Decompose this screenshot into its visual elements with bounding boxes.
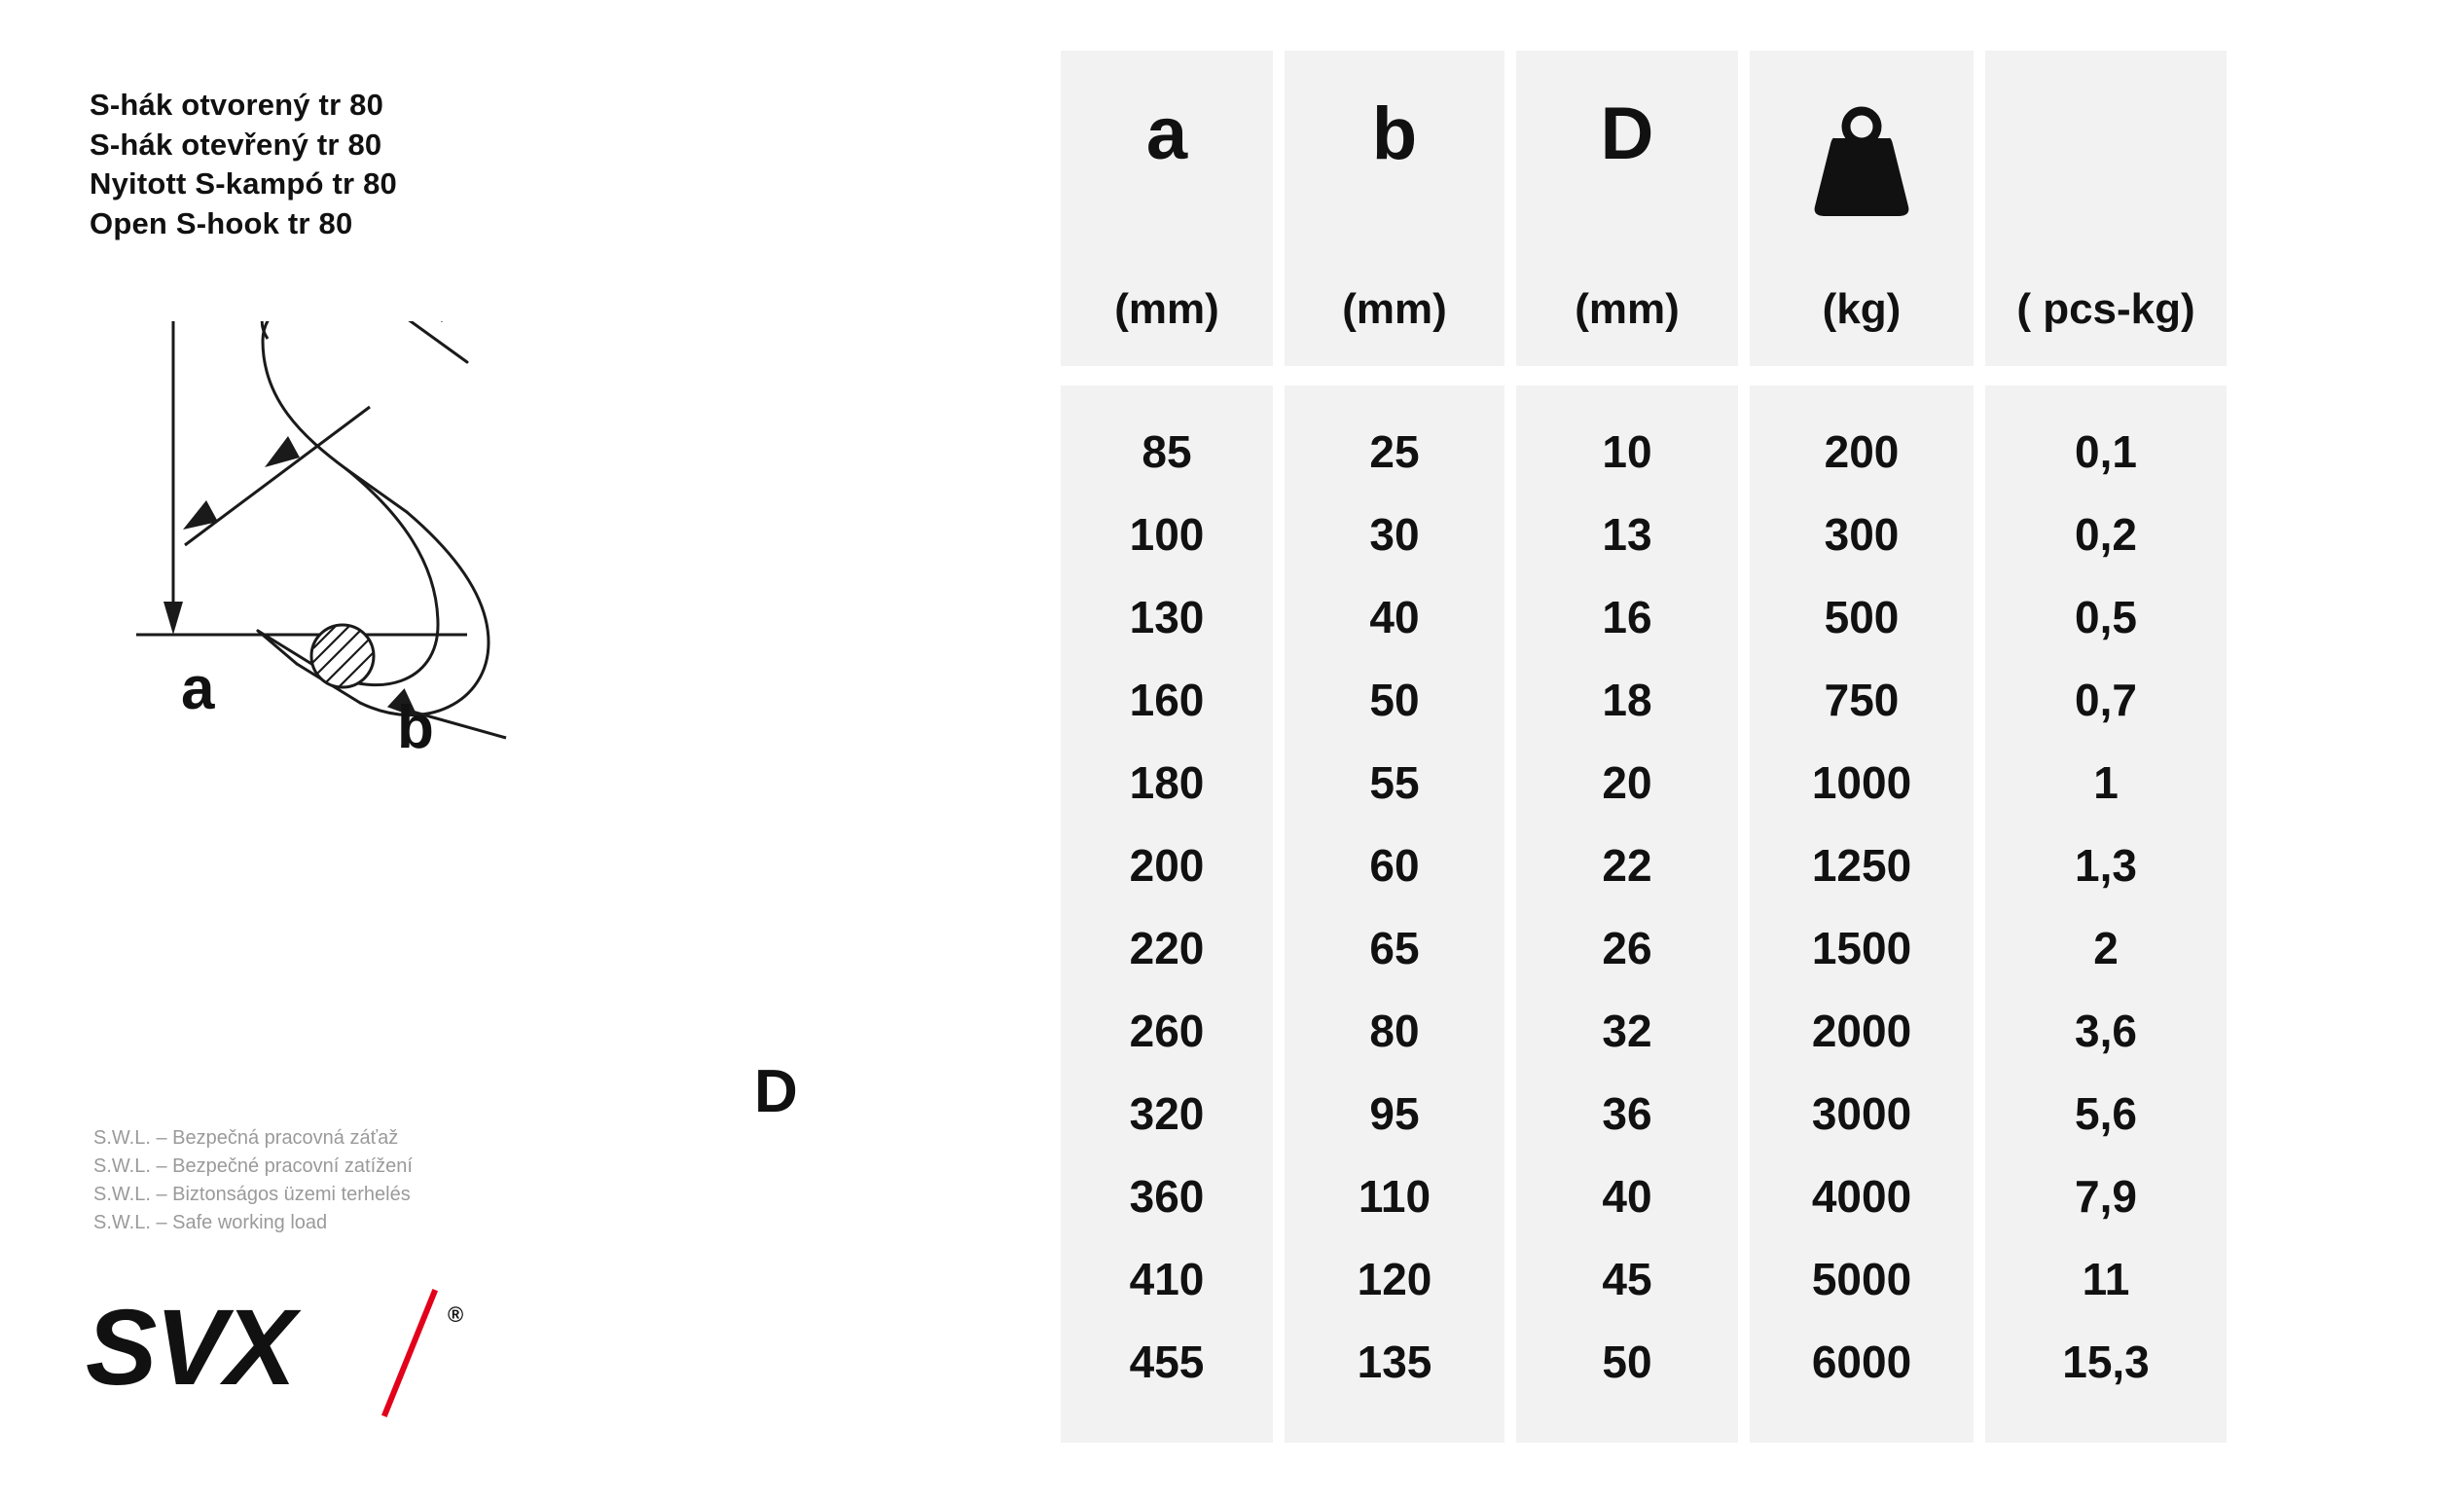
table-cell: 360 [1129,1171,1205,1222]
product-title-hu: Nyitott S-kampó tr 80 [90,166,397,201]
table-column-pcs-kg [1985,51,2227,1443]
table-cell: 120 [1357,1254,1432,1304]
product-title-cz: S-hák otevřený tr 80 [90,127,382,162]
table-cell: 16 [1602,592,1652,642]
table-cell: 0,1 [2075,426,2137,477]
table-cell: 220 [1129,923,1205,973]
table-cell: 55 [1369,757,1420,808]
dimension-label-a: a [181,655,215,722]
swl-note-cz: S.W.L. – Bezpečné pracovní zatížení [93,1155,413,1177]
table-cell: 3,6 [2075,1006,2137,1056]
column-header-pcs-kg [1985,51,2227,366]
product-info-panel [0,0,1051,1502]
table-cell: 2 [2093,923,2119,973]
swl-note-en: S.W.L. – Safe working load [93,1212,328,1233]
column-body-d [1516,385,1738,1443]
table-cell: 320 [1129,1088,1205,1139]
table-cell: 135 [1357,1337,1432,1387]
product-title-sk: S-hák otvorený tr 80 [90,88,384,122]
table-cell: 40 [1602,1171,1652,1222]
table-cell: 45 [1602,1254,1652,1304]
table-cell: 130 [1129,592,1205,642]
table-cell: 26 [1602,923,1652,973]
table-cell: 30 [1369,509,1420,560]
column-unit-pcs-kg: ( pcs-kg) [2016,285,2195,333]
table-cell: 1250 [1811,840,1912,891]
column-unit-b: (mm) [1342,285,1447,333]
table-cell: 200 [1129,840,1205,891]
table-cell: 1000 [1811,757,1912,808]
swl-note-sk: S.W.L. – Bezpečná pracovná záťaž [93,1127,399,1149]
table-cell: 65 [1369,923,1420,973]
table-cell: 32 [1602,1006,1652,1056]
column-header-load [1750,51,1974,366]
table-cell: 160 [1129,675,1205,725]
table-cell: 85 [1141,426,1192,477]
column-unit-a: (mm) [1114,285,1219,333]
table-cell: 1 [2093,757,2119,808]
table-column-load [1750,51,1974,1443]
table-cell: 0,5 [2075,592,2137,642]
table-column-a [1061,51,1273,1443]
table-cell: 300 [1824,509,1900,560]
column-body-a [1061,385,1273,1443]
table-cell: 25 [1369,426,1420,477]
swl-note-hu: S.W.L. – Biztonságos üzemi terhelés [93,1184,411,1205]
table-cell: 10 [1602,426,1652,477]
table-cell: 7,9 [2075,1171,2137,1222]
table-cell: 50 [1602,1337,1652,1387]
table-cell: 2000 [1811,1006,1912,1056]
table-column-b [1285,51,1504,1443]
table-cell: 1500 [1811,923,1912,973]
table-cell: 13 [1602,509,1652,560]
table-cell: 410 [1129,1254,1205,1304]
table-cell: 95 [1369,1088,1420,1139]
product-title-en: Open S-hook tr 80 [90,205,353,240]
table-cell: 15,3 [2062,1337,2150,1387]
weight-icon [1803,93,1920,225]
column-unit-d: (mm) [1575,285,1680,333]
table-cell: 22 [1602,840,1652,891]
product-title-block [90,86,693,243]
column-symbol-a: a [1145,92,1188,175]
table-cell: 80 [1369,1006,1420,1056]
table-cell: 5,6 [2075,1088,2137,1139]
table-cell: 260 [1129,1006,1205,1056]
dimension-label-b: b [397,694,434,761]
logo-accent-slash [381,1289,438,1417]
table-cell: 11 [2082,1254,2130,1304]
table-cell: 750 [1824,675,1900,725]
column-body-b [1285,385,1504,1443]
table-cell: 40 [1369,592,1420,642]
logo-wordmark: SVX [86,1288,295,1408]
svx-logo [86,1288,494,1421]
table-cell: 20 [1602,757,1652,808]
table-cell: 3000 [1811,1088,1912,1139]
table-cell: 500 [1824,592,1900,642]
table-cell: 18 [1602,675,1652,725]
table-cell: 6000 [1811,1337,1912,1387]
column-body-pcs-kg [1985,385,2227,1443]
column-unit-load: (kg) [1822,285,1902,333]
column-body-load [1750,385,1974,1443]
table-cell: 110 [1358,1171,1431,1222]
table-cell: 455 [1129,1337,1205,1387]
dimension-label-d: D [754,1058,798,1125]
column-symbol-d: D [1600,92,1654,175]
column-header-b [1285,51,1504,366]
table-cell: 0,7 [2075,675,2137,725]
table-cell: 1,3 [2075,840,2137,891]
table-cell: 180 [1129,757,1205,808]
table-cell: 0,2 [2075,509,2137,560]
table-cell: 4000 [1811,1171,1912,1222]
table-cell: 36 [1602,1088,1652,1139]
specification-table [1061,51,2423,1443]
column-header-d [1516,51,1738,366]
table-cell: 200 [1824,426,1900,477]
table-cell: 100 [1129,509,1205,560]
logo-registered-mark: ® [448,1302,464,1327]
column-header-a [1061,51,1273,366]
table-column-d [1516,51,1738,1443]
table-cell: 60 [1369,840,1420,891]
column-symbol-b: b [1371,92,1418,175]
swl-notes [93,1124,638,1237]
s-hook-technical-drawing [117,321,895,1061]
table-cell: 5000 [1811,1254,1912,1304]
table-cell: 50 [1369,675,1420,725]
